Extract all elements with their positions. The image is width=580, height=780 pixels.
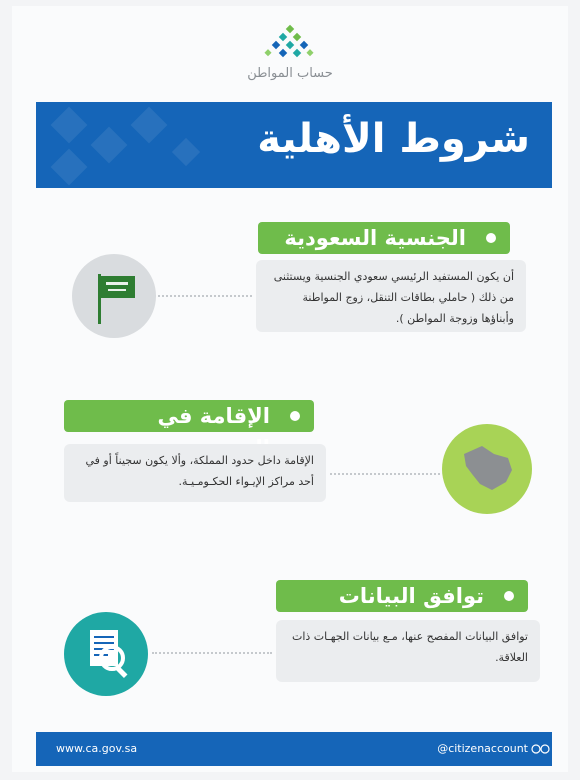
connector-dots xyxy=(152,652,272,656)
social-icons xyxy=(530,732,552,766)
connector-dots xyxy=(330,473,440,477)
title-banner xyxy=(36,102,552,188)
logo-text: حساب المواطن xyxy=(247,66,333,81)
document-search-icon xyxy=(64,612,148,696)
section-title-residence xyxy=(64,400,314,432)
bullet-dot xyxy=(486,233,496,243)
bullet-dot xyxy=(290,411,300,421)
bullet-dot xyxy=(504,591,514,601)
connector-dots xyxy=(154,295,252,299)
saudi-flag-icon xyxy=(72,254,156,338)
section-description-nationality: أن يكون المستفيد الرئيسي سعودي الجنسية ويستثنى من ذلك ( حاملي بطاقات التنقل، زوج المواطنة وأبناؤها وزوجة المواطن ). xyxy=(256,260,526,332)
website-link[interactable]: www.ca.gov.sa xyxy=(56,742,138,755)
saudi-map-icon xyxy=(442,424,532,514)
page-title: شروط الأهلية xyxy=(257,116,530,162)
footer-bar xyxy=(36,732,552,766)
section-title-nationality xyxy=(258,222,510,254)
section-title-text: الجنسية السعودية xyxy=(284,226,466,250)
section-description-data-match: توافق البيانات المفصح عنها، مـع بيانات الجهـات ذات العلاقة. xyxy=(276,620,540,682)
section-title-data-match xyxy=(276,580,528,612)
infographic-page xyxy=(12,6,568,772)
section-title-text: توافق البيانات xyxy=(338,584,484,608)
social-handle[interactable]: @citizenaccount xyxy=(437,742,528,755)
section-description-residence: الإقامة داخل حدود المملكة، وألا يكون سجيناً أو في أحد مراكز الإيـواء الحكـومـيـة. xyxy=(64,444,326,502)
section-title-text: الإقامة في xyxy=(157,404,270,428)
banner-pattern xyxy=(36,102,236,188)
